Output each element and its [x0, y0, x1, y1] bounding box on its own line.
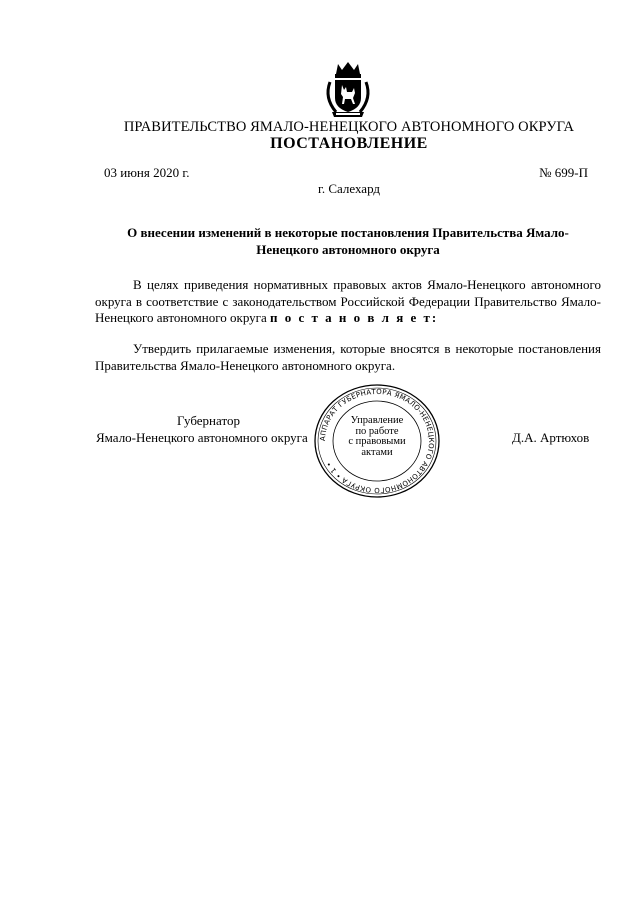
decree-date: 03 июня 2020 г.	[104, 165, 190, 180]
seal-line: Управление	[350, 415, 404, 426]
seal-line: с правовыми	[348, 436, 406, 447]
signer-title-line1: Губернатор	[177, 413, 240, 428]
resolves-word: п о с т а н о в л я е т:	[270, 310, 439, 325]
paragraph-preamble	[95, 277, 601, 327]
paragraph-operative: Утвердить прилагаемые изменения, которые вносятся в некоторые постановления Правительства Ямало-Ненецкого автономного округа.	[95, 341, 601, 373]
seal-center-text	[326, 416, 428, 458]
seal-line: по работе	[355, 425, 399, 437]
coat-of-arms-icon	[322, 60, 374, 120]
seal-ring-text: АППАРАТ ГУБЕРНАТОРА ЯМАЛО-НЕНЕЦКОГО АВТОНОМНОГО ОКРУГА • 1 •	[318, 387, 436, 495]
decree-city: г. Салехард	[317, 181, 381, 196]
government-name: ПРАВИТЕЛЬСТВО ЯМАЛО-НЕНЕЦКОГО АВТОНОМНОГО ОКРУГА	[123, 119, 575, 135]
document-type-title: ПОСТАНОВЛЕНИЕ	[270, 135, 428, 152]
signer-title-line2: Ямало-Ненецкого автономного округа	[96, 430, 308, 445]
decree-number: № 699-П	[539, 165, 588, 180]
signer-name: Д.А. Артюхов	[512, 430, 590, 445]
decree-subject: О внесении изменений в некоторые постановления Правительства Ямало-Ненецкого автономного округа	[127, 225, 569, 257]
preamble-text: В целях приведения нормативных правовых актов Ямало-Ненецкого автономного округа в соответствие с законодательством Российской Федерации Правительство Ямало-Ненецкого автономного округа	[95, 277, 601, 325]
seal-line: актами	[361, 446, 393, 458]
